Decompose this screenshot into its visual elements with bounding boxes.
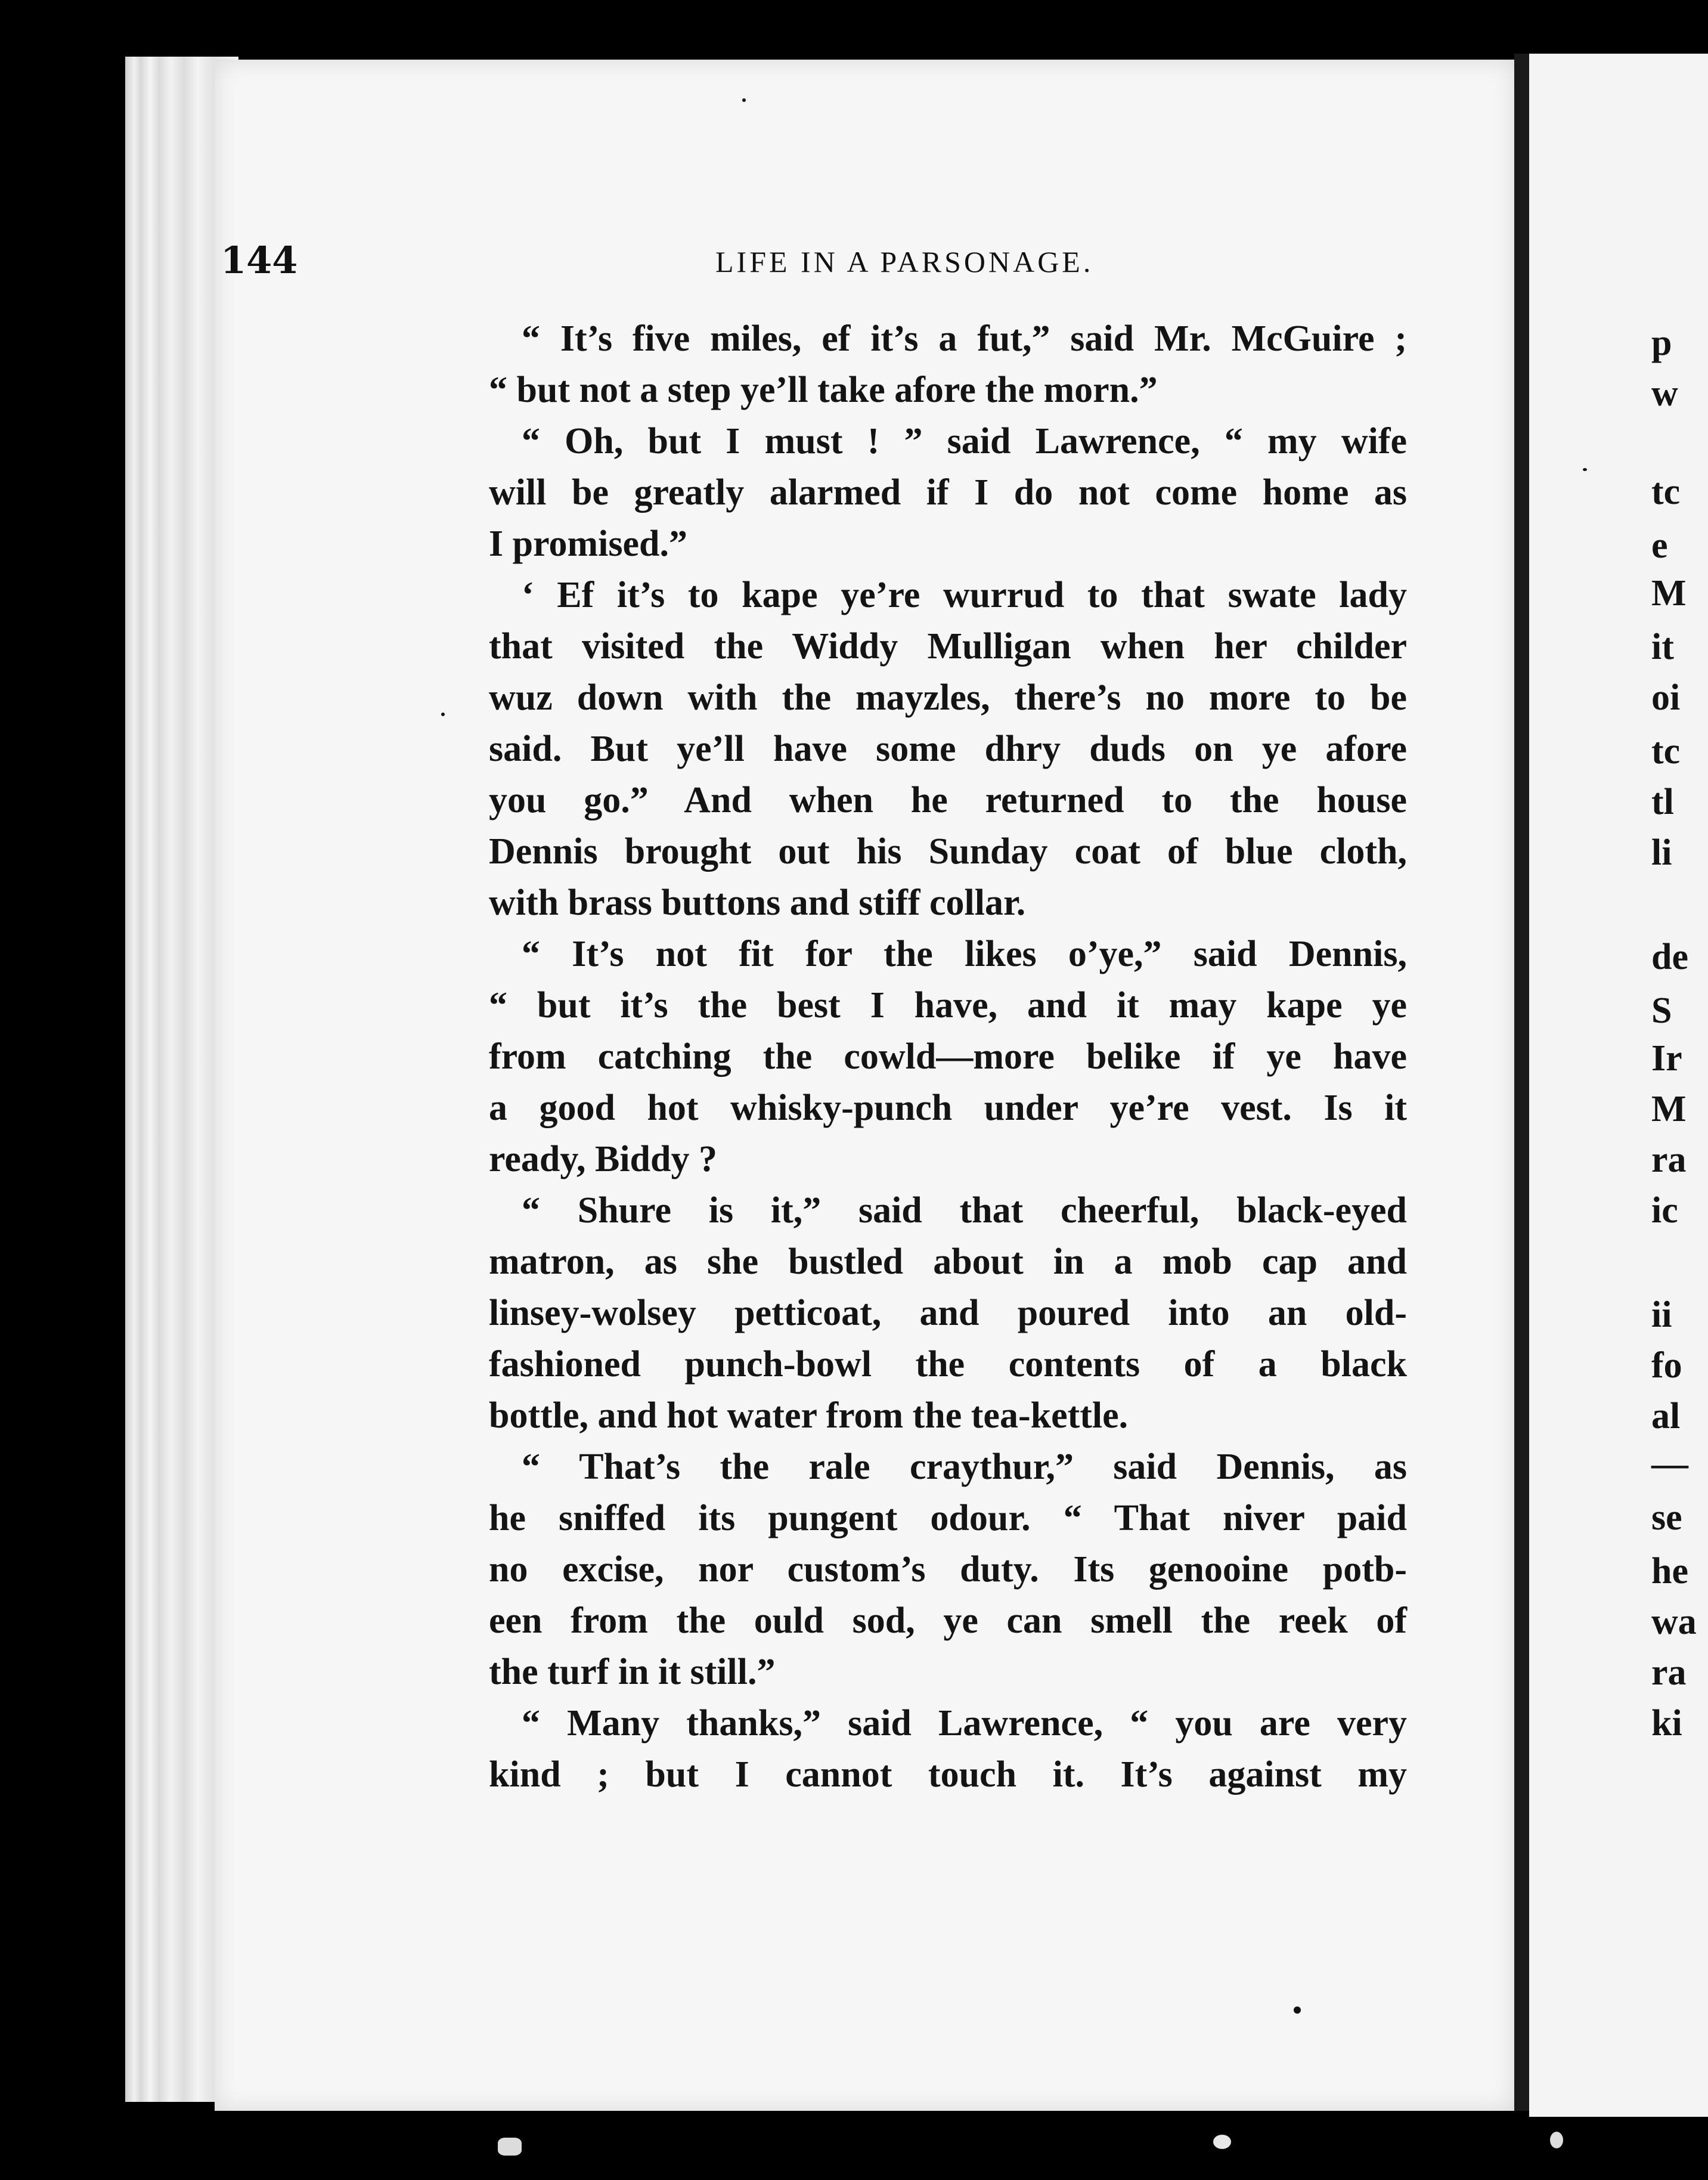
text-line: said. But ye’ll have some dhry duds on ye afore [489, 729, 1407, 769]
text-line: the turf in it still.” [489, 1652, 776, 1692]
right-page-fragment: w [1651, 373, 1678, 414]
right-page-fragment: ki [1651, 1703, 1682, 1744]
right-page-fragment: al [1651, 1396, 1681, 1436]
right-page-fragment: S [1651, 990, 1672, 1031]
text-line: “ Oh, but I must ! ” said Lawrence, “ my wife [522, 421, 1407, 462]
right-page-fragment: ra [1651, 1139, 1687, 1180]
text-line: Dennis brought out his Sunday coat of blue cloth, [489, 831, 1407, 872]
right-page-fragment: ii [1651, 1295, 1672, 1335]
text-line: fashioned punch-bowl the contents of a black [489, 1344, 1407, 1385]
page-number: 144 [221, 239, 298, 282]
text-line: from catching the cowld—more belike if ye have [489, 1036, 1407, 1077]
text-line: “ but it’s the best I have, and it may kape ye [489, 985, 1407, 1026]
right-page-fragment: tl [1651, 782, 1674, 822]
right-page-fragment: oi [1651, 677, 1681, 718]
text-line: ‘ Ef it’s to kape ye’re wurrud to that swate lady [522, 575, 1407, 615]
right-page-fragment: ic [1651, 1190, 1678, 1231]
text-line: matron, as she bustled about in a mob cap and [489, 1241, 1407, 1282]
right-page-fragment: ra [1651, 1652, 1687, 1693]
right-page [1529, 54, 1708, 2117]
text-line: a good hot whisky-punch under ye’re vest. Is it [489, 1088, 1407, 1128]
text-line: no excise, nor custom’s duty. Its genooine potb- [489, 1549, 1407, 1590]
text-line: “ It’s five miles, ef it’s a fut,” said Mr. McGuire ; [522, 318, 1407, 359]
page-body-text [489, 313, 1407, 1800]
text-line: with brass buttons and stiff collar. [489, 882, 1026, 923]
text-line: “ It’s not fit for the likes o’ye,” said Dennis, [522, 934, 1407, 974]
right-page-fragment: p [1651, 323, 1672, 363]
scan-speck [1583, 468, 1587, 471]
text-line: I promised.” [489, 524, 688, 564]
right-page-fragment: fo [1651, 1345, 1682, 1386]
running-head-title: LIFE IN A PARSONAGE. [715, 245, 1094, 278]
text-line: “ Shure is it,” said that cheerful, black-eyed [522, 1190, 1407, 1231]
text-line: bottle, and hot water from the tea-kettle. [489, 1395, 1129, 1436]
scan-speck [498, 2138, 522, 2156]
right-page-fragment: se [1651, 1497, 1682, 1538]
right-page-fragment: e [1651, 525, 1668, 566]
right-page-fragment: he [1651, 1551, 1688, 1591]
text-line: will be greatly alarmed if I do not come home as [489, 472, 1407, 513]
text-line: “ That’s the rale craythur,” said Dennis, as [522, 1447, 1407, 1487]
right-page-fragment: — [1651, 1444, 1688, 1484]
scan-speck [742, 98, 746, 102]
right-page-fragment: wa [1651, 1602, 1697, 1642]
scan-speck [1550, 2132, 1563, 2148]
text-line: linsey-wolsey petticoat, and poured into an old- [489, 1293, 1407, 1333]
right-page-fragment: tc [1651, 731, 1681, 772]
right-page-fragment: tc [1651, 472, 1681, 512]
book-gutter [1514, 54, 1529, 2111]
text-line: that visited the Widdy Mulligan when her childer [489, 626, 1407, 667]
right-page-fragment: Ir [1651, 1038, 1682, 1079]
text-line: een from the ould sod, ye can smell the reek of [489, 1600, 1407, 1641]
text-line: “ Many thanks,” said Lawrence, “ you are very [522, 1703, 1407, 1744]
right-page-fragment: M [1651, 573, 1687, 614]
scan-speck [1213, 2135, 1231, 2149]
text-line: kind ; but I cannot touch it. It’s against my [489, 1754, 1407, 1795]
right-page-fragment: it [1651, 627, 1674, 667]
text-line: “ but not a step ye’ll take afore the morn.” [489, 370, 1158, 410]
right-page-fragment: M [1651, 1089, 1687, 1129]
text-line: ready, Biddy ? [489, 1139, 718, 1179]
scan-speck [1294, 2006, 1301, 2014]
text-line: you go.” And when he returned to the house [489, 780, 1407, 820]
right-page-fragment: de [1651, 937, 1688, 977]
right-page-fragment: li [1651, 832, 1672, 873]
scan-speck [441, 713, 445, 716]
text-line: he sniffed its pungent odour. “ That niver paid [489, 1498, 1407, 1538]
text-line: wuz down with the mayzles, there’s no more to be [489, 677, 1407, 718]
